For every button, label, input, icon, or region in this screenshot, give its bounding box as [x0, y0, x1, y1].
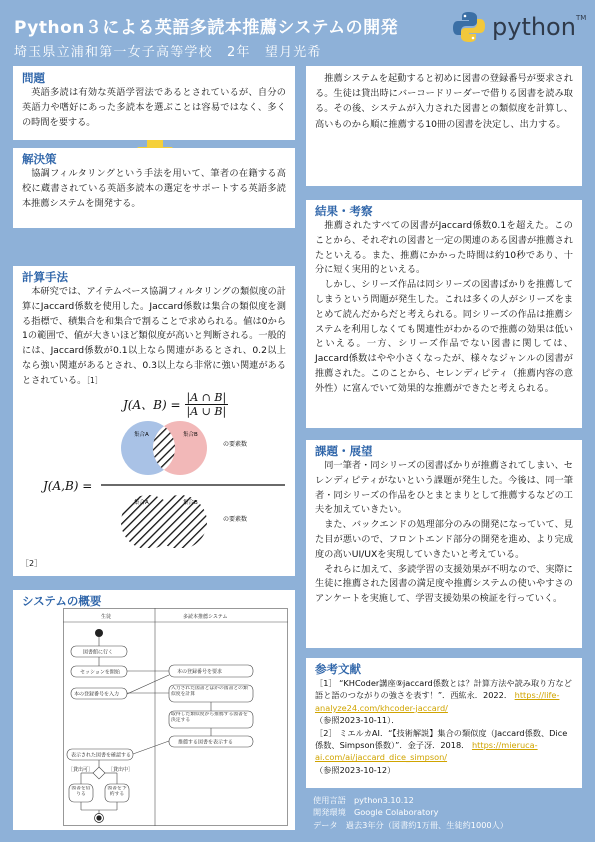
node-select-books: 取得した類似度から推薦する図書を決定する — [171, 712, 248, 723]
system-heading: システムの概要 — [22, 594, 102, 608]
logo-wordmark: python — [492, 13, 576, 41]
python-logo — [452, 10, 586, 44]
author-line: 埼玉県立浦和第一女子高等学校 2年 望月光希 — [14, 45, 322, 60]
formula-numerator: |A ∩ B| — [186, 391, 227, 404]
references-section — [306, 658, 582, 788]
solution-text: 協調フィルタリングという手法を用いて、筆者の在籍する高校に蔵書されている英語多読本の選定をサポートする英語多読本推薦システムを開発する。 — [22, 168, 286, 209]
count-label-bottom: の要素数 — [223, 516, 248, 523]
formula-lhs: J(A、B) = — [123, 398, 181, 412]
reference-1-link[interactable]: https://life-analyze24.com/khcoder-jaccard/ — [315, 690, 560, 713]
problem-heading: 問題 — [22, 71, 45, 85]
end-node-inner — [96, 815, 101, 820]
method-section — [13, 266, 295, 576]
poster-title: Python３による英語多読本推薦システムの開発 — [14, 18, 399, 38]
activity-diagram — [63, 608, 288, 826]
python-snake-icon — [452, 10, 486, 44]
venn-formula-lhs: J(A,B) = — [43, 479, 93, 493]
solution-section — [13, 148, 295, 228]
node-start-session: セッションを開始 — [80, 669, 120, 676]
issues-paragraph-3: それらに加えて、多読学習の支援効果が不明なので、実際に生徒に推薦された図書の満足度や推薦システムの使いやすさのアンケートを実施して、学習支援効果の検証を行っていく。 — [315, 563, 573, 605]
set-b-label-bottom: 集合B — [183, 500, 198, 506]
references-heading: 参考文献 — [315, 662, 361, 676]
issues-paragraph-1: 同一筆者・同シリーズの図書ばかりが推薦されてしまい、セレンディピティがないという課題が発生した。今後は、同一筆者・同シリーズの作品をひとまとまりとして推薦するなどの工夫を加えていきたい。 — [315, 460, 573, 516]
intro-section — [306, 66, 582, 186]
system-section — [13, 590, 295, 830]
decision-node — [93, 767, 105, 779]
formula-denominator: |A ∪ B| — [186, 405, 227, 418]
issues-heading: 課題・展望 — [315, 444, 373, 458]
solution-heading: 解決策 — [22, 152, 57, 166]
citation-1: ［1］ — [86, 375, 103, 385]
method-body: 本研究では、アイテムベース協調フィルタリングの類似度の計算にJaccard係数を使用した。Jaccard係数は集合の類似度を測る指標で、積集合を和集合で割ることで求められる。値は0から1の範囲で、値が大きいほど類似度が高いと判断される。一般的には、Jaccard係数が0.1以上なら関連があるとされ、0.2以上なら強い関連があるとされ、0.3以上なら非常に強い関連があるとされている。 — [22, 286, 286, 386]
footer-language: 使用言語 python3.10.12 — [313, 795, 414, 805]
reference-2-link[interactable]: https://mieruca-ai.com/ai/jaccard_dice_simpson/ — [315, 740, 538, 763]
set-a-label-bottom: 集合A — [134, 500, 149, 506]
start-node — [95, 629, 103, 637]
branch-available: ［貸出可］ — [68, 767, 94, 773]
lane-student: 生徒 — [101, 614, 112, 620]
reference-2-text: ［2］ ミエルカAI．“【技術解説】集合の類似度（Jaccard係数、Dice係数、Simpson係数）”．金子冴．2018． — [315, 727, 568, 751]
citation-2: ［2］ — [21, 559, 43, 568]
problem-text: 英語多読は有効な英語学習法であるとされているが、自分の英語力や嗜好にあった多読本を選ぶことは容易ではなく、多くの時間を要する。 — [22, 87, 286, 128]
results-heading: 結果・考察 — [315, 204, 373, 218]
method-text — [22, 285, 286, 389]
formula-fraction — [185, 391, 229, 418]
jaccard-formula — [123, 391, 228, 418]
node-borrow: 図書を借りる — [71, 786, 91, 797]
results-paragraph-1: 推薦されたすべての図書がJaccard係数0.1を超えた。このことから、それぞれの図書と一定の関連のある図書が推薦されたといえる。また、推薦にかかった時間は約10秒であり、十分に短く実用的といえる。 — [315, 220, 573, 276]
node-enter-number: 本の登録番号を入力 — [74, 691, 120, 698]
footer-data: データ 過去3年分（図書約1万冊、生徒約1000人） — [313, 819, 509, 830]
branch-on-loan: ［貸出中］ — [108, 767, 134, 773]
set-b-circle-bottom — [153, 495, 207, 548]
results-paragraph-2: しかし、シリーズ作品は同シリーズの図書ばかりを推薦してしまうという問題が発生した。これは多くの人がシリーズをまとめて読んだからだと考えられる。同シリーズの作品は推薦システムを利用しなくても関連性がわかるので推薦の効果は低いといえる。一方、シリーズ作品でない図書に関しては、Jaccard係数はやや小さくなったが、様々なジャンルの図書が推薦された。このことから、セレンディピティ（推薦内容の意外性）に富んでいて効果的な推薦ができたと考えられる。 — [315, 279, 573, 394]
lane-system: 多読本推薦システム — [183, 614, 228, 620]
issues-paragraph-2: また、バックエンドの処理部分のみの開発になっていて、見た目が悪いので、フロントエンド部分の開発を進め、より完成度の高いUI/UXを実現していきたいと考えている。 — [315, 519, 573, 560]
reference-2-date: （参照2023-10-12） — [315, 764, 396, 775]
set-a-label-top: 集合A — [134, 432, 149, 438]
reference-1-date: （参照2023-10-11）． — [315, 715, 400, 726]
results-section — [306, 200, 582, 428]
node-reserve: 図書を予約する — [107, 786, 127, 797]
node-view-shown: 表示された図書を確認する — [71, 752, 132, 759]
reference-1 — [315, 677, 581, 727]
node-go-library: 図書館に行く — [83, 649, 114, 656]
set-b-label-top: 集合B — [183, 432, 198, 438]
logo-trademark: TM — [575, 14, 587, 22]
footer-info — [313, 794, 508, 831]
issues-section — [306, 440, 582, 648]
method-heading: 計算手法 — [22, 270, 68, 284]
count-label-top: の要素数 — [223, 441, 248, 448]
node-compute-jaccard: 入力された図書とほかの図書との類似度を計算 — [171, 686, 248, 697]
reference-2 — [315, 727, 573, 777]
footer-environment: 開発環境 Google Colaboratory — [313, 807, 439, 818]
node-show-recommend: 推薦する図書を表示する — [178, 739, 234, 746]
node-request-number: 本の登録番号を要求 — [177, 669, 223, 675]
reference-1-text: ［1］ “KHCoder講座⑨jaccard係数とは？計算方法や読み取り方など 語と語のつながりの強さを表す！”．西紘永．2022． — [315, 678, 581, 701]
intro-text: 推薦システムを起動すると初めに図書の登録番号が要求される。生徒は貸出時にバーコードリーダーで借りる図書を読み取る。その後、システムが入力された図書との類似度を計算し、高いものから順に推薦する10冊の図書を決定し、出力する。 — [315, 73, 573, 130]
problem-section — [13, 66, 295, 140]
